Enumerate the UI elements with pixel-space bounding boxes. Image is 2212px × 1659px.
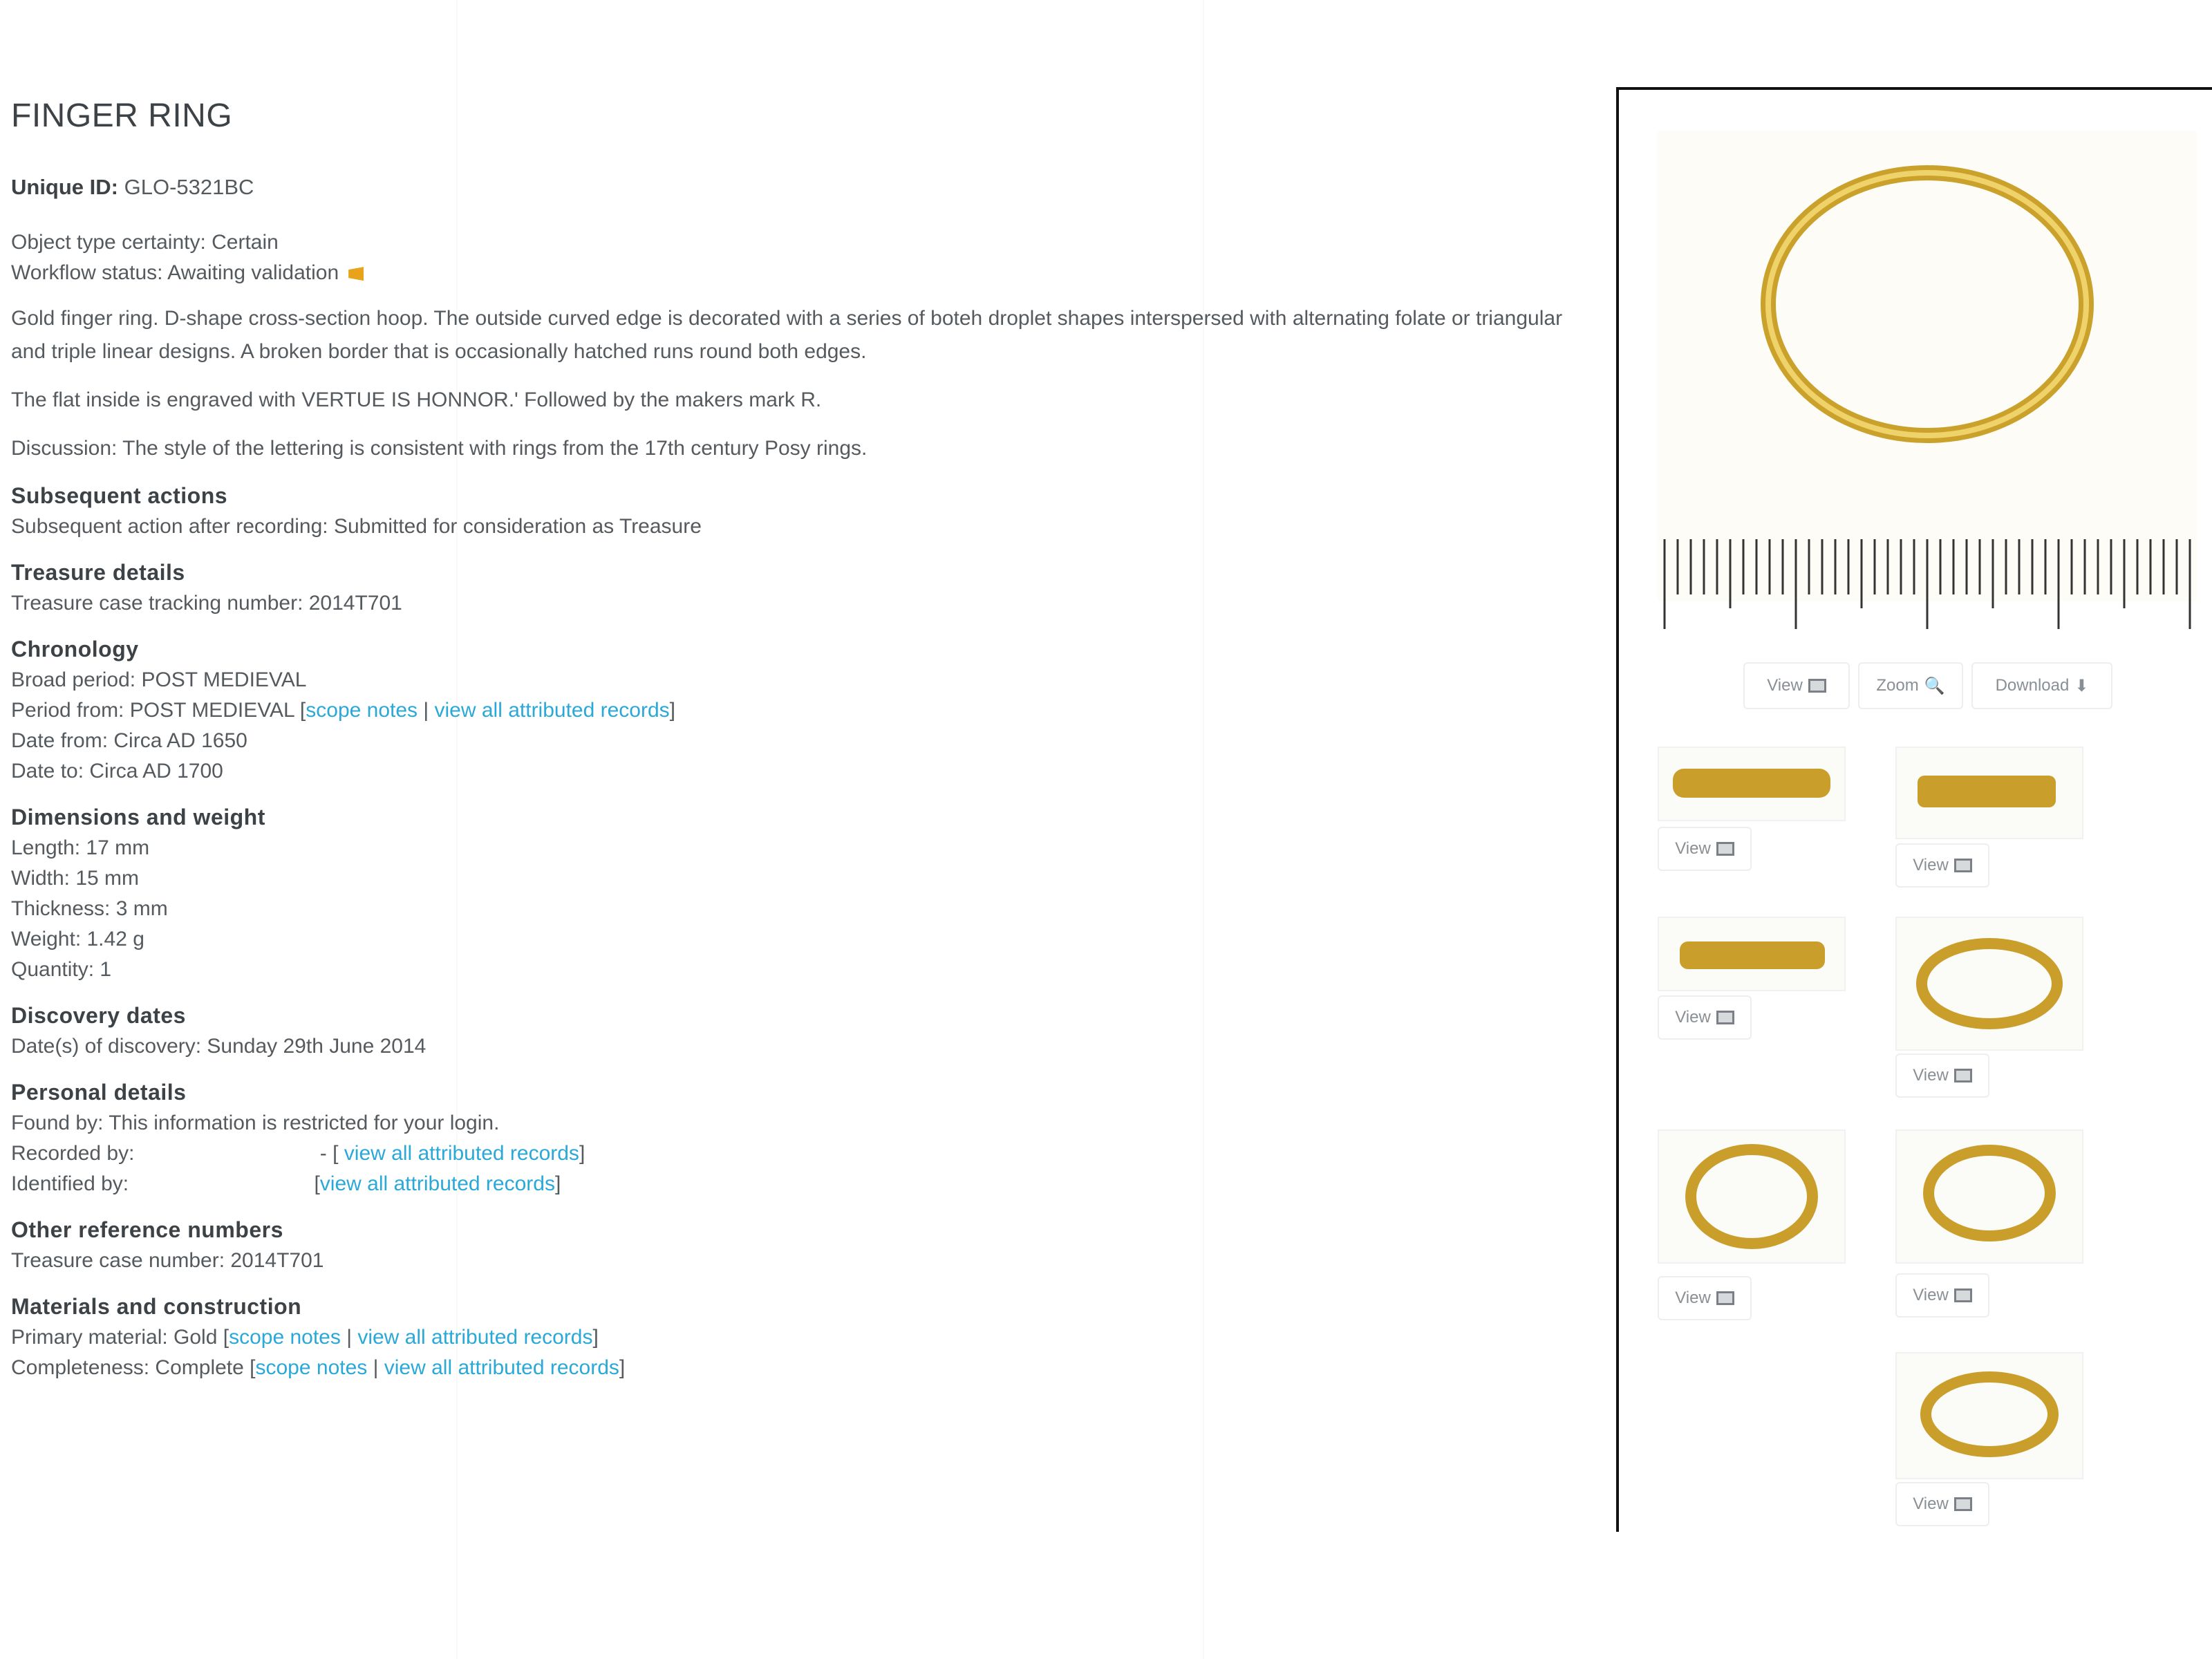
workflow-status — [11, 258, 1587, 288]
dimensions-heading: Dimensions and weight — [11, 805, 265, 830]
view-label: View — [1675, 1288, 1711, 1307]
thickness: Thickness: 3 mm — [11, 897, 168, 920]
thumb-7-view-button[interactable] — [1895, 1482, 1989, 1526]
image-panel — [1616, 87, 2212, 1532]
image-icon — [1808, 679, 1826, 693]
other-refs-heading: Other reference numbers — [11, 1217, 283, 1242]
image-icon — [1716, 1291, 1734, 1305]
thumb-ring-image — [1659, 1131, 1844, 1262]
subsequent-actions-heading: Subsequent actions — [11, 483, 228, 508]
zoom-button[interactable] — [1858, 662, 1963, 709]
materials-heading: Materials and construction — [11, 1294, 302, 1319]
ring-image — [1658, 131, 2197, 518]
thumb-ring-image — [1897, 748, 2082, 838]
unique-id-label: Unique ID: — [11, 175, 118, 199]
thumb-ring-image — [1659, 918, 1844, 990]
recorded-by: Recorded by: - [ view all attributed records] — [11, 1142, 585, 1165]
thumb-2[interactable] — [1895, 747, 2083, 839]
thumb-2-view-button[interactable] — [1895, 843, 1989, 888]
image-icon — [1954, 1069, 1972, 1082]
completeness: Completeness: Complete [scope notes | view all attributed records] — [11, 1356, 626, 1379]
broad-period: Broad period: POST MEDIEVAL — [11, 668, 307, 691]
treasure-case-number: Treasure case number: 2014T701 — [11, 1249, 324, 1272]
thumb-1-view-button[interactable] — [1658, 827, 1752, 871]
thumb-6[interactable] — [1895, 1130, 2083, 1264]
page-title: FINGER RING — [11, 97, 233, 134]
scale-ruler — [1658, 532, 2197, 636]
scope-notes-link[interactable]: scope notes — [306, 699, 418, 722]
date-from: Date from: Circa AD 1650 — [11, 729, 247, 752]
main-ring-photo[interactable] — [1658, 131, 2197, 601]
thumb-4[interactable] — [1895, 917, 2083, 1051]
completeness-text: Completeness: Complete — [11, 1356, 244, 1379]
width: Width: 15 mm — [11, 867, 140, 890]
zoom-icon: 🔍 — [1924, 676, 1945, 695]
thumb-ring-image — [1897, 1131, 2082, 1262]
completeness-scope-notes-link[interactable]: scope notes — [255, 1356, 368, 1379]
weight: Weight: 1.42 g — [11, 928, 144, 950]
recorded-by-label: Recorded by: — [11, 1142, 135, 1165]
thumb-3[interactable] — [1658, 917, 1846, 991]
zoom-label: Zoom — [1876, 676, 1919, 695]
personal-heading: Personal details — [11, 1080, 187, 1105]
view-label: View — [1675, 839, 1711, 858]
download-button[interactable] — [1971, 662, 2112, 709]
image-icon — [1954, 1497, 1972, 1511]
thumb-1[interactable] — [1658, 747, 1846, 821]
view-label: View — [1913, 856, 1949, 874]
length: Length: 17 mm — [11, 836, 150, 859]
completeness-view-all-link[interactable]: view all attributed records — [384, 1356, 619, 1379]
unique-id — [11, 171, 1587, 204]
recorded-by-view-all-link[interactable]: view all attributed records — [344, 1142, 579, 1165]
thumb-ring-image — [1897, 918, 2082, 1049]
identified-by-label: Identified by: — [11, 1172, 129, 1195]
chronology-heading: Chronology — [11, 637, 139, 662]
period-from: Period from: POST MEDIEVAL [scope notes | view all attributed records] — [11, 699, 676, 722]
date-to: Date to: Circa AD 1700 — [11, 760, 223, 782]
record-details — [11, 97, 1587, 1383]
identified-by: Identified by: [view all attributed records] — [11, 1172, 561, 1195]
image-icon — [1716, 1011, 1734, 1024]
inscription: The flat inside is engraved with VERTUE IS HONNOR.' Followed by the makers mark R. — [11, 388, 822, 411]
treasure-details-heading: Treasure details — [11, 560, 185, 585]
download-icon: ⬇ — [2074, 676, 2089, 695]
thumb-ring-image — [1897, 1353, 2082, 1478]
view-label: View — [1913, 1286, 1949, 1304]
thumb-6-view-button[interactable] — [1895, 1273, 1989, 1318]
subsequent-action-text: Subsequent action after recording: Submitted for consideration as Treasure — [11, 515, 702, 538]
unique-id-value: GLO-5321BC — [124, 175, 254, 199]
thumb-5-view-button[interactable] — [1658, 1276, 1752, 1320]
thumb-5[interactable] — [1658, 1130, 1846, 1264]
view-label: View — [1767, 676, 1803, 695]
found-by: Found by: This information is restricted for your login. — [11, 1112, 500, 1134]
object-type-certainty: Object type certainty: Certain — [11, 231, 279, 254]
primary-material: Primary material: Gold [scope notes | view all attributed records] — [11, 1326, 599, 1349]
primary-material-text: Primary material: Gold — [11, 1326, 218, 1349]
treasure-tracking-number: Treasure case tracking number: 2014T701 — [11, 592, 402, 615]
quantity: Quantity: 1 — [11, 958, 112, 981]
thumb-7[interactable] — [1895, 1352, 2083, 1479]
view-label: View — [1913, 1066, 1949, 1085]
flag-icon — [348, 267, 364, 281]
view-all-attributed-link[interactable]: view all attributed records — [434, 699, 670, 722]
primary-scope-notes-link[interactable]: scope notes — [229, 1326, 341, 1349]
description: Gold finger ring. D-shape cross-section hoop. The outside curved edge is decorated with a series of boteh droplet shapes interspersed with alternating folate or triangular and triple linear designs. A broken border that is occasionally hatched runs round both edges. — [11, 307, 1563, 363]
image-icon — [1954, 859, 1972, 872]
thumb-4-view-button[interactable] — [1895, 1053, 1989, 1098]
identified-by-view-all-link[interactable]: view all attributed records — [319, 1172, 555, 1195]
discovery-heading: Discovery dates — [11, 1003, 186, 1028]
primary-view-all-link[interactable]: view all attributed records — [357, 1326, 593, 1349]
view-image-button[interactable] — [1743, 662, 1850, 709]
period-from-text: Period from: POST MEDIEVAL — [11, 699, 294, 722]
workflow-status-text: Workflow status: Awaiting validation — [11, 261, 339, 284]
thumb-3-view-button[interactable] — [1658, 995, 1752, 1040]
discussion: Discussion: The style of the lettering is consistent with rings from the 17th century Posy rings. — [11, 437, 868, 460]
image-icon — [1954, 1288, 1972, 1302]
image-icon — [1716, 842, 1734, 856]
view-label: View — [1675, 1008, 1711, 1027]
thumb-ring-image — [1659, 748, 1844, 820]
view-label: View — [1913, 1494, 1949, 1513]
discovery-date: Date(s) of discovery: Sunday 29th June 2014 — [11, 1035, 427, 1058]
download-label: Download — [1995, 676, 2070, 695]
